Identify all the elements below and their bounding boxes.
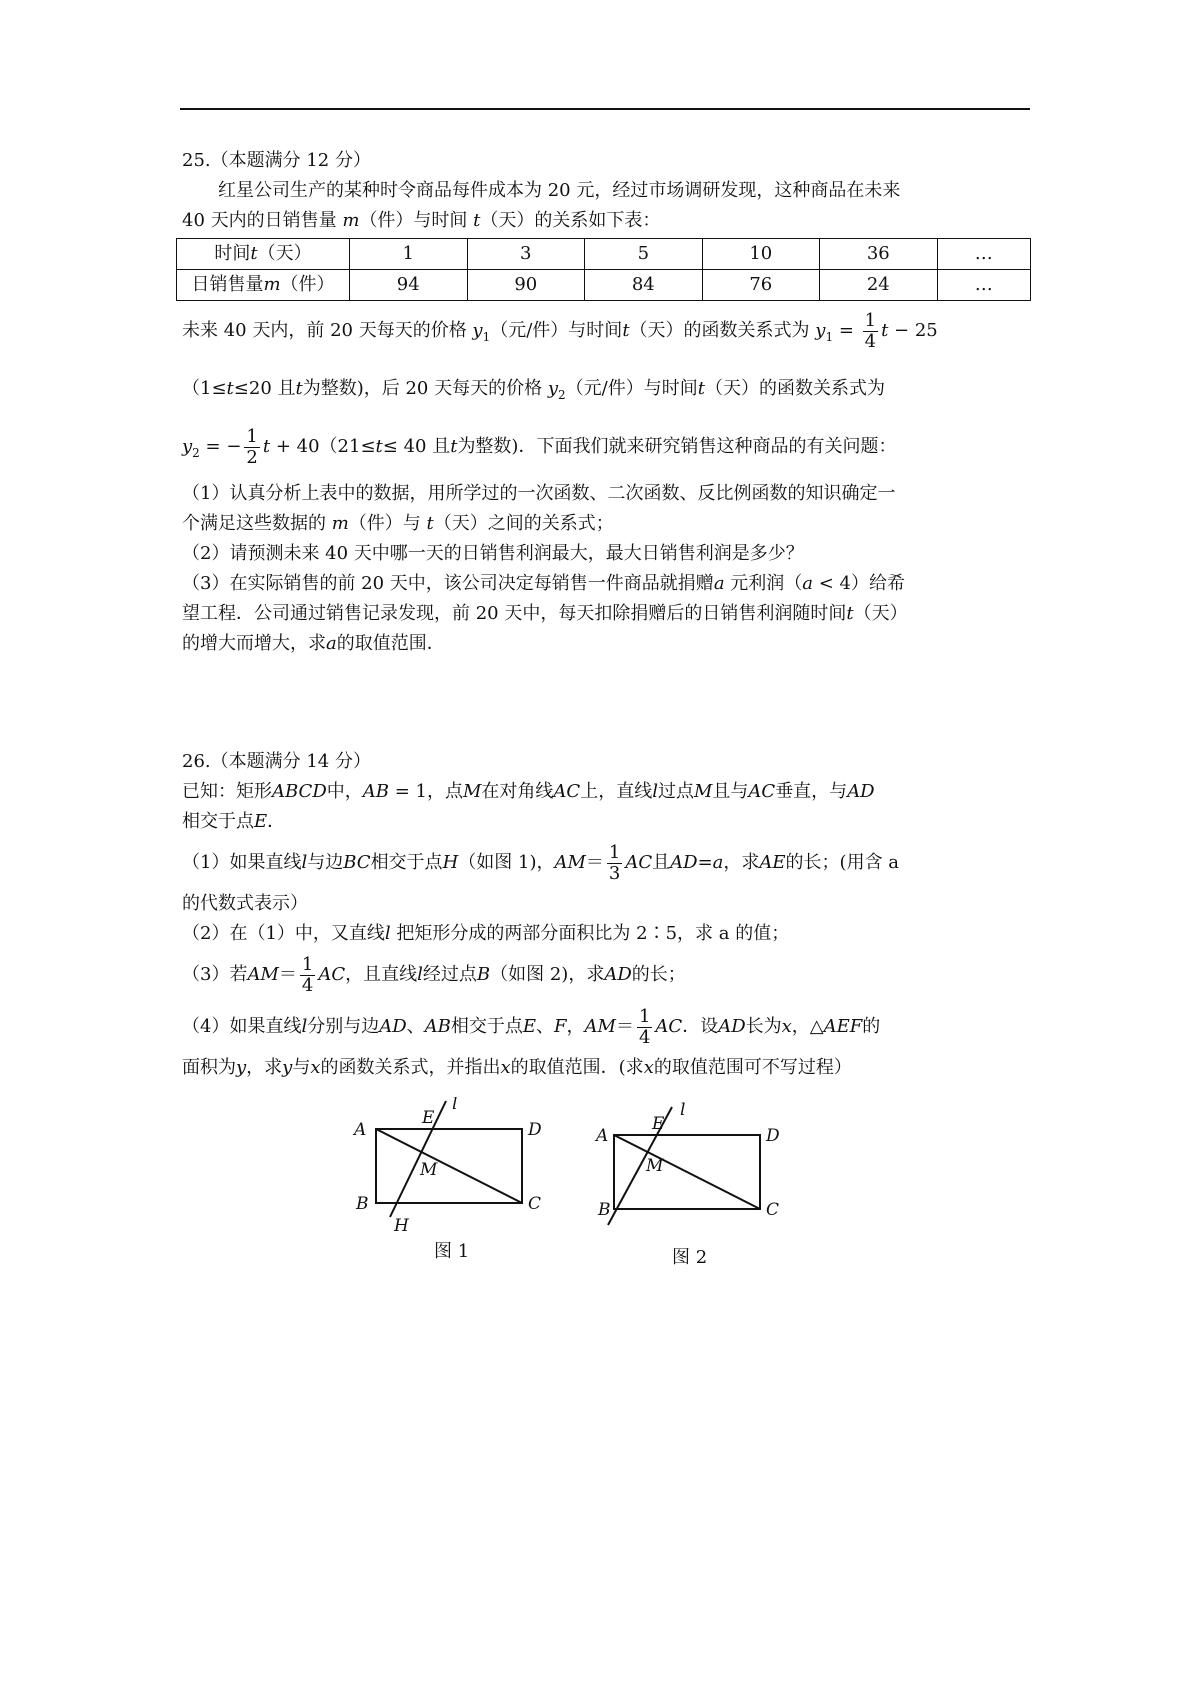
table-row-time: [177, 239, 1031, 270]
label-e: E: [652, 1114, 665, 1134]
fraction-1-4: $\frac{1}{4}$: [638, 1005, 651, 1048]
q26-given-line1: 已知：矩形ABCD中，AB = 1，点M在对角线AC上，直线l过点M且与AC垂直，与AD: [182, 781, 875, 802]
label-e: E: [422, 1108, 435, 1128]
q26-sub2: （2）在（1）中，又直线l 把矩形分成的两部分面积比为 2∶5，求 a 的值；: [182, 923, 790, 944]
label-b: B: [356, 1194, 369, 1214]
figure-2-caption: 图 2: [672, 1247, 708, 1268]
q25-intro-line1: 红星公司生产的某种时令商品每件成本为 20 元，经过市场调研发现，这种商品在未来: [218, 180, 901, 201]
geometry-figures: [182, 1097, 1032, 1297]
label-d: D: [528, 1120, 542, 1140]
label-a: A: [354, 1120, 367, 1140]
table-cell: …: [937, 239, 1030, 270]
label-c: C: [528, 1194, 542, 1214]
q26-sub3: （3）若AM＝ $\frac{1}{4}$ AC，且直线l经过点B（如图 2)，求AD的长；: [182, 953, 686, 996]
figures-row: [182, 1097, 1032, 1297]
table-header-time: 时间t（天）: [177, 239, 350, 270]
q25-sub3-line2: 望工程．公司通过销售记录发现，前 20 天中，每天扣除捐赠后的日销售利润随时间t（天）: [182, 603, 908, 624]
q25-intro-line2: 40 天内的日销售量 m（件）与时间 t（天）的关系如下表：: [182, 210, 661, 231]
q25-sub1-line2: 个满足这些数据的 m（件）与 t（天）之间的关系式；: [182, 513, 614, 534]
label-b: B: [598, 1200, 611, 1220]
label-l: l: [452, 1097, 458, 1114]
q25-price-line3: $y_2$ = − $\frac{1}{2}$ t + 40（21≤t≤ 40 且t为整数)．下面我们就来研究销售这种商品的有关问题：: [182, 425, 897, 468]
table-row-sales: [177, 270, 1031, 301]
q26-sub1-line1: （1）如果直线l与边BC相交于点H（如图 1)，AM＝ $\frac{1}{3}$ AC且AD=a，求AE的长；(用含 a: [182, 841, 900, 884]
line-l: [390, 1101, 446, 1217]
q25-sub3-line1: （3）在实际销售的前 20 天中，该公司决定每销售一件商品就捐赠a 元利润（a < 4）给希: [182, 573, 905, 594]
fraction-1-3: $\frac{1}{3}$: [608, 841, 621, 884]
table-cell: 90: [467, 270, 585, 301]
table-cell: 84: [585, 270, 703, 301]
table-cell: 3: [467, 239, 585, 270]
label-c: C: [766, 1200, 780, 1220]
label-m: M: [646, 1156, 664, 1176]
table-cell: 76: [702, 270, 820, 301]
q26-given-line2: 相交于点E．: [182, 811, 286, 832]
figure-1: [376, 1101, 522, 1217]
figure-2: [608, 1107, 760, 1225]
q25-sub1-line1: （1）认真分析上表中的数据，用所学过的一次函数、二次函数、反比例函数的知识确定一: [182, 483, 896, 504]
fraction-1-2: $\frac{1}{2}$: [246, 425, 258, 468]
table-cell: 10: [702, 239, 820, 270]
q25-heading: 25.（本题满分 12 分）: [182, 150, 371, 171]
q26-sub1-line2: 的代数式表示）: [182, 893, 308, 914]
q26-sub4-line2: 面积为y，求y与x的函数关系式，并指出x的取值范围．(求x的取值范围可不写过程）: [182, 1057, 852, 1078]
q25-price-line2: （1≤t≤20 且t为整数)，后 20 天每天的价格 $y_2$（元/件）与时间t（天）的函数关系式为: [182, 378, 885, 402]
table-cell: 36: [820, 239, 938, 270]
table-cell: 1: [350, 239, 468, 270]
label-d: D: [766, 1126, 780, 1146]
q25-sub3-line3: 的增大而增大，求a的取值范围．: [182, 633, 445, 654]
table-cell: 24: [820, 270, 938, 301]
label-l: l: [680, 1100, 686, 1120]
table-cell: 94: [350, 270, 468, 301]
table-cell: …: [937, 270, 1030, 301]
sales-table: [176, 238, 1031, 301]
q26-heading: 26.（本题满分 14 分）: [182, 751, 371, 772]
q26-sub4-line1: （4）如果直线l分别与边AD、AB相交于点E、F，AM＝ $\frac{1}{4}$ AC．设AD长为x，△AEF的: [182, 1005, 881, 1048]
label-h: H: [394, 1216, 409, 1236]
fraction-1-4: $\frac{1}{4}$: [301, 953, 314, 996]
diagonal-ac: [376, 1129, 522, 1203]
figure-1-caption: 图 1: [434, 1241, 470, 1262]
label-m: M: [420, 1160, 438, 1180]
table-cell: 5: [585, 239, 703, 270]
exam-page: [182, 146, 1032, 1297]
label-a: A: [596, 1126, 609, 1146]
table-header-sales: 日销售量m（件）: [177, 270, 350, 301]
q25-price-line1: 未来 40 天内，前 20 天每天的价格 $y_1$（元/件）与时间t（天）的函数关系式为 $y_1$ = $\frac{1}{4}$ t − 25: [182, 309, 938, 352]
header-rule: [180, 108, 1030, 110]
q25-sub2: （2）请预测未来 40 天中哪一天的日销售利润最大，最大日销售利润是多少？: [182, 543, 804, 564]
fraction-1-4: $\frac{1}{4}$: [864, 309, 877, 352]
